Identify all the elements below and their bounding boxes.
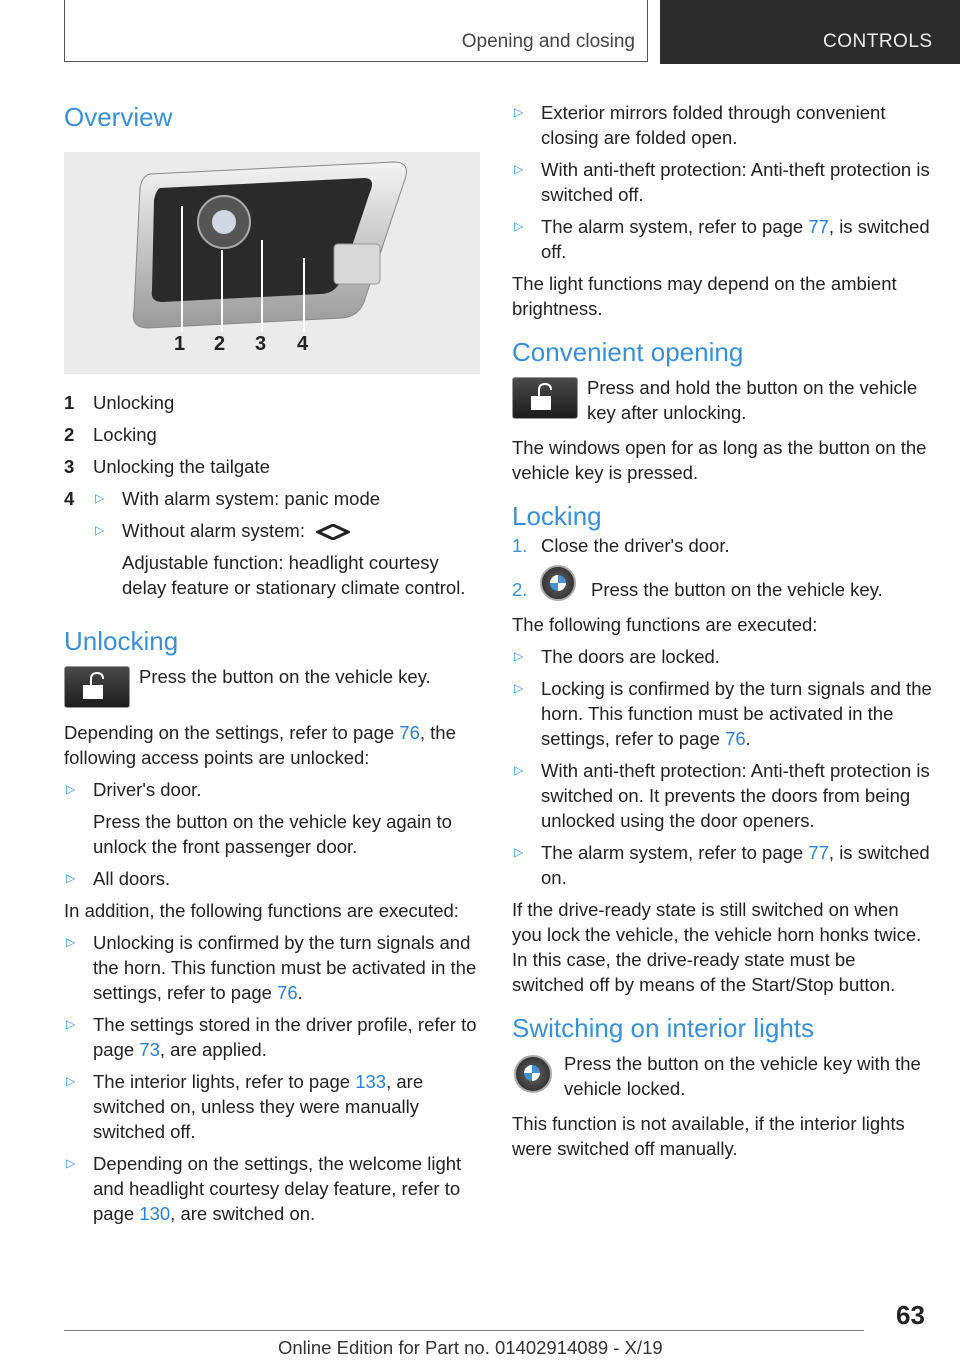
legend-item: 3 Unlocking the tailgate <box>64 456 270 477</box>
bullet-item: ▷ All doors. <box>66 868 171 889</box>
legend-item: 4 ▷ With alarm system: panic mode ▷ Without alarm system: Adjustable function: headlight courtesy delay feature or stationary climate control. <box>64 488 466 598</box>
header-section-box <box>64 0 648 62</box>
light-functions-paragraph: The light functions may depend on the ambient brightness. <box>512 273 897 319</box>
unlock-button-icon <box>64 666 130 708</box>
bullet-item: ▷ Locking is confirmed by the turn signals and the horn. This function must be activated in the settings, refer to page 76. <box>514 678 932 749</box>
bullet-item: ▷ Exterior mirrors folded through convenient closing are folded open. <box>514 102 886 148</box>
bullet-item: ▷ Unlocking is confirmed by the turn signals and the horn. This function must be activated in the settings, refer to page 76. <box>66 932 477 1003</box>
header-section: Opening and closing <box>461 31 635 52</box>
page-number: 63 <box>896 1300 925 1330</box>
bullet-triangle-icon: ▷ <box>66 782 76 796</box>
callout-3: 3 <box>255 333 267 355</box>
settings-paragraph: Depending on the settings, refer to page 76, the following access points are unlocked: <box>64 722 456 768</box>
bmw-logo-icon <box>514 1055 552 1093</box>
footer-divider <box>64 1330 864 1331</box>
page-link[interactable]: 133 <box>355 1071 387 1092</box>
bullet-triangle-icon: ▷ <box>66 1156 76 1170</box>
bullet-triangle-icon: ▷ <box>95 491 105 505</box>
bullet-triangle-icon: ▷ <box>66 1017 76 1031</box>
bullet-triangle-icon: ▷ <box>514 162 524 176</box>
unlock-button-icon <box>512 377 578 419</box>
bullet-item: ▷ With anti-theft protection: Anti-theft protection is switched off. <box>514 159 930 205</box>
bullet-triangle-icon: ▷ <box>66 1074 76 1088</box>
bullet-triangle-icon: ▷ <box>514 845 524 859</box>
bullet-item: ▷ With anti-theft protection: Anti-theft protection is switched on. It prevents the doors from being unlocked using the door openers. <box>514 760 930 831</box>
bullet-item: ▷ The interior lights, refer to page 133, are switched on, unless they were manually switched off. <box>66 1071 424 1142</box>
header-chapter-box <box>660 0 960 64</box>
bmw-logo-icon <box>540 565 576 601</box>
following-paragraph: The following functions are executed: <box>512 614 818 635</box>
header-chapter: CONTROLS <box>823 31 933 52</box>
vehicle-key-image <box>64 152 480 374</box>
bullet-triangle-icon: ▷ <box>514 681 524 695</box>
right-column <box>512 100 932 1168</box>
page-link[interactable]: 76 <box>725 728 746 749</box>
unlock-instruction: Press the button on the vehicle key. <box>64 664 482 710</box>
step-item: 2. Press the button on the vehicle key. <box>512 565 932 605</box>
drive-ready-paragraph: If the drive-ready state is still switched on when you lock the vehicle, the vehicle horn honks twice. In this case, the drive-ready state must be switched off by means of the Start/Stop button. <box>512 899 922 995</box>
legend-item: 1 Unlocking <box>64 392 175 413</box>
bullet-item: ▷ The doors are locked. <box>514 646 720 667</box>
bullet-triangle-icon: ▷ <box>514 219 524 233</box>
bullet-item: ▷ The settings stored in the driver profile, refer to page 73, are applied. <box>66 1014 477 1060</box>
vehicle-key-illustration <box>64 152 480 374</box>
locking-heading: Locking <box>512 501 602 531</box>
page-link[interactable]: 77 <box>808 842 829 863</box>
callout-2: 2 <box>214 333 226 355</box>
not-available-paragraph: This function is not available, if the interior lights were switched off manually. <box>512 1113 905 1159</box>
bullet-triangle-icon: ▷ <box>66 935 76 949</box>
bullet-triangle-icon: ▷ <box>95 523 105 537</box>
convenient-opening-heading: Convenient opening <box>512 337 744 367</box>
page-link[interactable]: 77 <box>808 216 829 237</box>
callout-4: 4 <box>297 333 309 355</box>
convenient-opening-instruction: Press and hold the button on the vehicle key after unlocking. <box>512 375 932 425</box>
step-item: 1. Close the driver's door. <box>512 535 730 556</box>
left-column <box>64 100 482 1233</box>
page-link[interactable]: 76 <box>399 722 420 743</box>
interior-lights-instruction: Press the button on the vehicle key with the vehicle locked. <box>512 1051 932 1101</box>
page-link[interactable]: 130 <box>139 1203 171 1224</box>
bullet-item: ▷ The alarm system, refer to page 77, is switched off. <box>514 216 930 262</box>
bullet-item: ▷ The alarm system, refer to page 77, is switched on. <box>514 842 930 888</box>
bullet-triangle-icon: ▷ <box>514 105 524 119</box>
unlocking-heading: Unlocking <box>64 626 179 656</box>
page-link[interactable]: 73 <box>139 1039 160 1060</box>
bullet-item: ▷ Depending on the settings, the welcome light and headlight courtesy delay feature, refer to page 130, are switched on. <box>66 1153 462 1224</box>
addition-paragraph: In addition, the following functions are executed: <box>64 900 459 921</box>
footer-edition: Online Edition for Part no. 01402914089 - X/19 <box>278 1337 663 1358</box>
legend-item: 2 Locking <box>64 424 157 445</box>
diamond-function-icon <box>316 524 350 540</box>
windows-paragraph: The windows open for as long as the button on the vehicle key is pressed. <box>512 437 927 483</box>
bullet-triangle-icon: ▷ <box>66 871 76 885</box>
bullet-triangle-icon: ▷ <box>514 649 524 663</box>
bullet-item: ▷ Driver's door. Press the button on the vehicle key again to unlock the front passenger door. <box>66 779 452 857</box>
bullet-triangle-icon: ▷ <box>514 763 524 777</box>
overview-heading: Overview <box>64 102 173 132</box>
interior-lights-heading: Switching on interior lights <box>512 1013 815 1043</box>
callout-1: 1 <box>174 333 186 355</box>
page-link[interactable]: 76 <box>277 982 298 1003</box>
